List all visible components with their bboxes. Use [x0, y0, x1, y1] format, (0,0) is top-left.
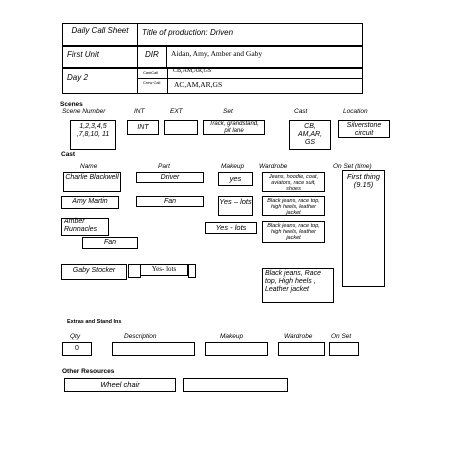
- location-cell: [338, 120, 390, 138]
- ext-cell: [164, 120, 198, 135]
- cast-value: CB, AM,AR, GS: [297, 123, 323, 146]
- cast-name: Gaby Stocker: [72, 267, 116, 274]
- on-set-time-cell: [342, 170, 385, 287]
- dir-value: Aidan, Amy, Amber and Gaby: [171, 49, 263, 58]
- cast-wardrobe: Black jeans, race top, high heels, leather jacket: [267, 223, 320, 242]
- other-resource-value: Wheel chair: [100, 380, 140, 389]
- day-label: Day 2: [67, 73, 88, 82]
- cast-col-part: Part: [158, 163, 170, 170]
- other-resource-cell: [183, 378, 288, 392]
- extras-description-cell: [112, 342, 195, 356]
- cast-wardrobe-cell: [262, 268, 334, 303]
- cast-makeup-cell: [205, 222, 257, 234]
- extras-col-makeup: Makeup: [220, 333, 244, 340]
- cast-makeup-edge: [188, 264, 196, 278]
- cast-part: Fan: [163, 198, 177, 205]
- scenes-col-int: INT: [134, 108, 145, 115]
- cast-name: Amber Runnacles: [64, 218, 98, 233]
- production-title: Title of production: Driven: [142, 28, 234, 37]
- cast-col-on-set: On Set (time): [333, 163, 372, 170]
- int-value: INT: [137, 124, 149, 131]
- extras-makeup-cell: [205, 342, 268, 356]
- castcall-value: CB,AM,AR,GS: [173, 68, 212, 74]
- cast-name-cell: [61, 196, 119, 209]
- daily-call-sheet-label: Daily Call Sheet: [71, 26, 129, 35]
- cast-col-wardrobe: Wardrobe: [259, 163, 288, 170]
- cast-makeup: yes: [229, 174, 242, 183]
- cast-wardrobe: Black jeans, Race top, High heels , Leather jacket: [265, 270, 322, 293]
- set-value: Track, grandstand, pit lane: [209, 121, 259, 134]
- cast-col-name: Name: [80, 163, 98, 170]
- extras-heading: Extras and Stand Ins: [67, 319, 122, 325]
- cast-part-cell: [136, 196, 204, 207]
- cast-heading: Cast: [61, 151, 76, 158]
- cast-name-cell: [63, 172, 121, 192]
- scenes-col-set: Set: [223, 108, 233, 115]
- extras-wardrobe-cell: [278, 342, 325, 356]
- crewcall-value: AC,AM,AR,GS: [174, 80, 223, 89]
- cast-wardrobe-cell: [262, 196, 325, 216]
- cast-wardrobe-cell: [262, 221, 325, 243]
- cast-part: Driver: [160, 174, 180, 181]
- first-unit-label: First Unit: [67, 50, 99, 59]
- scenes-col-location: Location: [343, 108, 368, 115]
- scenes-col-ext: EXT: [170, 108, 183, 115]
- int-cell: [127, 120, 159, 135]
- cast-part-cell: [82, 237, 138, 249]
- cast-wardrobe-cell: [262, 172, 325, 192]
- location-value: Silverstone circuit: [346, 122, 382, 137]
- extras-qty-value: 0: [75, 345, 79, 352]
- on-set-time-value: First thing (9.15): [347, 172, 380, 190]
- dir-label: DIR: [145, 50, 159, 59]
- extras-on-set-cell: [329, 342, 359, 356]
- cast-makeup: Yes- lots: [151, 265, 177, 273]
- extras-col-on-set: On Set: [331, 333, 352, 340]
- cast-part: Fan: [103, 239, 117, 246]
- crewcall-label: Crew Call: [143, 80, 161, 85]
- extras-col-description: Description: [124, 333, 157, 340]
- castcall-label: CastCall: [143, 70, 159, 75]
- cast-makeup-cell: [218, 196, 253, 216]
- cast-makeup: Yes – lots: [219, 197, 252, 206]
- other-resource-cell: [64, 378, 176, 392]
- cast-makeup-cell: [218, 172, 253, 186]
- cast-cell: [289, 120, 331, 150]
- cast-part-cell: [136, 172, 204, 183]
- scene-number-value: 1,2,3,4,5 ,7,8,10, 11: [76, 123, 110, 138]
- cast-name: Amy Martin: [72, 198, 108, 205]
- cast-makeup-cell: [140, 264, 188, 276]
- scene-number-cell: [70, 120, 116, 150]
- extras-col-wardrobe: Wardrobe: [284, 333, 313, 340]
- scenes-heading: Scenes: [60, 101, 83, 108]
- cast-wardrobe: Black jeans, race top, high heels, leather jacket: [267, 198, 320, 217]
- cast-col-makeup: Makeup: [221, 163, 245, 170]
- cast-name-cell: [61, 264, 127, 280]
- extras-col-qty: Qty: [70, 333, 81, 340]
- extras-qty-cell: [62, 342, 92, 356]
- scenes-col-scene-number: Scene Number: [62, 108, 106, 115]
- cast-wardrobe: Jeans, hoodie, coat, aviators, race suit, shoes: [268, 174, 319, 193]
- scenes-col-cast: Cast: [294, 108, 308, 115]
- cast-name: Charlie Blackwell: [65, 174, 119, 181]
- cast-makeup: Yes - lots: [215, 223, 247, 232]
- other-resources-heading: Other Resources: [62, 368, 115, 375]
